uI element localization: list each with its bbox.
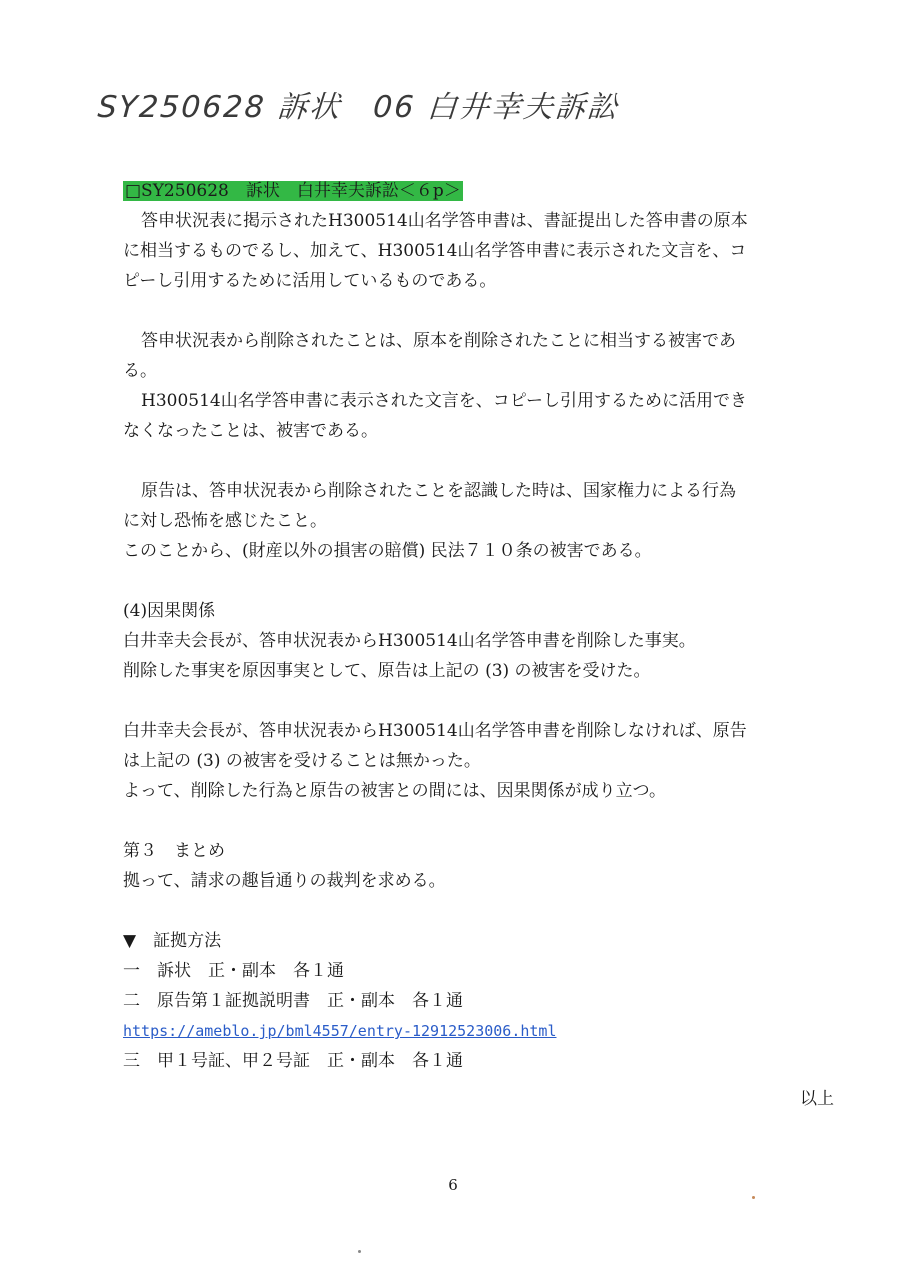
scan-speck: [752, 1196, 755, 1199]
blank-line: [123, 296, 835, 326]
body-line: 二 原告第１証拠説明書 正・副本 各１通: [123, 991, 463, 1011]
handwritten-note: SY250628 訴状 06 白井幸夫訴訟: [96, 90, 621, 125]
body-line: に対し恐怖を感じたこと。: [123, 511, 327, 531]
evidence-url-link[interactable]: https://ameblo.jp/bml4557/entry-12912523006.html: [123, 1022, 557, 1040]
body-line: 白井幸夫会長が、答申状況表からH300514山名学答申書を削除した事実。: [123, 631, 696, 651]
body-line: 白井幸夫会長が、答申状況表からH300514山名学答申書を削除しなければ、原告: [123, 721, 747, 741]
closing-mark: 以上: [800, 1089, 834, 1109]
url-link-line: [123, 1016, 835, 1046]
body-line: H300514山名学答申書に表示された文言を、コピーし引用するために活用でき: [141, 391, 748, 411]
body-line: 削除した事実を原因事実として、原告は上記の (3) の被害を受けた。: [123, 661, 651, 681]
body-line: 第３ まとめ: [123, 841, 225, 861]
body-line: ピーし引用するために活用しているものである。: [123, 271, 497, 291]
body-line: ▼ 証拠方法: [123, 931, 222, 951]
body-line: 答申状況表から削除されたことは、原本を削除されたことに相当する被害であ: [141, 331, 736, 351]
body-line: このことから、(財産以外の損害の賠償) 民法７１０条の被害である。: [123, 541, 652, 561]
blank-line: [123, 686, 835, 716]
body-line: に相当するものでるし、加えて、H300514山名学答申書に表示された文言を、コ: [123, 241, 747, 261]
blank-line: [123, 896, 835, 926]
section-heading: [123, 176, 835, 206]
page-number: 6: [448, 1176, 458, 1194]
blank-line: [123, 566, 835, 596]
body-line: (4)因果関係: [123, 601, 216, 621]
blank-line: [123, 446, 835, 476]
body-lines: [123, 206, 835, 1076]
body-line: 原告は、答申状況表から削除されたことを認識した時は、国家権力による行為: [141, 481, 736, 501]
scan-speck: [358, 1250, 361, 1253]
body-line: 三 甲１号証、甲２号証 正・副本 各１通: [123, 1051, 463, 1071]
body-line: る。: [123, 361, 157, 381]
highlighted-heading: □SY250628 訴状 白井幸夫訴訟＜６p＞: [125, 181, 461, 201]
body-line: 一 訴状 正・副本 各１通: [123, 961, 344, 981]
body-line: なくなったことは、被害である。: [123, 421, 378, 441]
body-line: は上記の (3) の被害を受けることは無かった。: [123, 751, 481, 771]
body-line: 拠って、請求の趣旨通りの裁判を求める。: [123, 871, 446, 891]
blank-line: [123, 806, 835, 836]
body-line: よって、削除した行為と原告の被害との間には、因果関係が成り立つ。: [123, 781, 666, 801]
body-line: 答申状況表に掲示されたH300514山名学答申書は、書証提出した答申書の原本: [141, 211, 748, 231]
document-body: [123, 176, 835, 1076]
